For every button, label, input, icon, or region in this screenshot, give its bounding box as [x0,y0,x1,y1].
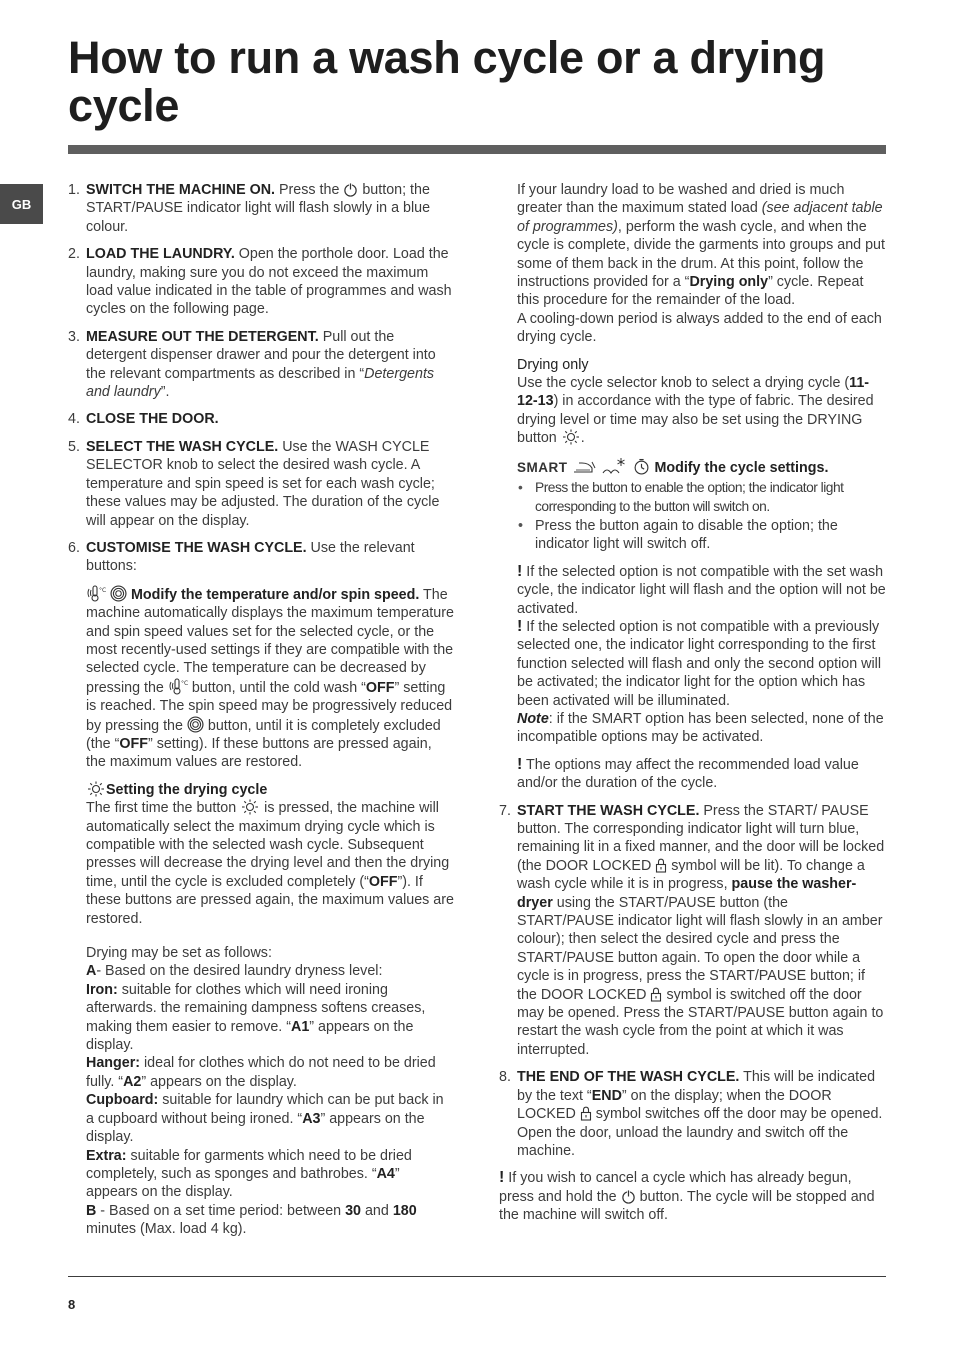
body-text: symbol switches off the door may be opened. Open the door, unload the laundry and switch off the machine. [517,1106,883,1159]
power-icon [343,182,358,197]
step-8 [499,1068,887,1160]
body-text: This will be indicated by the text “ [517,1069,876,1104]
body-text: Drying may be set as follows: [86,945,272,962]
body-text: button, until the cold wash “ [187,679,366,696]
door-locked-icon [580,1106,592,1121]
modify-settings-heading [517,457,887,477]
option-label: A [86,963,97,980]
body-text: suitable for clothes which will need ironing afterwards. the remaining dampness softens creases, making them easier to remove. “ [86,981,426,1035]
body-text: suitable for garments which need to be dried completely, such as sponges and bathrobes. “ [86,1147,412,1182]
option-label: Extra: [86,1147,127,1164]
smart-label: SMART [517,459,568,475]
step-text: Use the WASH CYCLE SELECTOR knob to select the desired wash cycle. A temperature and spin speed is set for each wash cycle; these values may be adjusted. The duration of the cycle will appear on the display. [86,438,440,529]
door-locked-icon [650,987,662,1002]
step-1 [68,181,454,236]
step-heading: SWITCH THE MACHINE ON. [86,182,276,198]
step-heading: CLOSE THE DOOR. [86,411,219,428]
body-text: using the START/PAUSE button (the START/PAUSE indicator light will flash slowly in an amber colour); then select the desired cycle and press the START/PAUSE button again. To open the door while a cycle is in progress, press the START/PAUSE button; if the DOOR LOCKED [517,894,883,1003]
drying-sun-icon [561,429,581,445]
body-text: ” appears on the display. [86,1110,425,1146]
body-text: ” appears on the display. [141,1073,297,1090]
svg-text:°C: °C [99,586,106,594]
step-text: Press the [275,182,344,198]
body-text: button, until it is completely excluded (the “ [86,717,441,752]
step-6 [68,539,454,1239]
body-text: ” on the display; when the DOOR LOCKED [517,1087,832,1123]
cross-reference: (see adjacent table of programmes) [517,200,883,235]
step-heading: SELECT THE WASH CYCLE. [86,438,279,455]
body-text: If the selected option is not compatible with a previously selected one, the indicator light corresponding to the first function selected will flash and only the second option will be activated; the indicator light for the option which has been activated will be illuminated. [517,618,881,709]
body-text: ” setting is reached. The spin speed may be progressively reduced by pressing the [86,679,453,734]
body-text: minutes (Max. load 4 kg). [86,1221,247,1238]
warning-1 [517,563,887,618]
body-text: A cooling-down period is always added to the end of each drying cycle. [517,310,882,346]
page-title: How to run a wash cycle or a drying cycle [68,32,826,131]
display-code: A1 [291,1018,310,1035]
temperature-spin-section [86,585,454,772]
step-heading: THE END OF THE WASH CYCLE. [517,1069,740,1086]
language-tab-label: GB [11,196,32,212]
body-text: is pressed, the machine will automatically select the maximum drying cycle which is compatible with the selected wash cycle. Subsequent presses will decrease the drying level and then the drying time, until the cycle is excluded completely (“ [86,800,450,890]
drying-options [86,944,454,1239]
right-intro [499,181,887,793]
body-text: Use the cycle selector knob to select a drying cycle ( [517,375,850,392]
body-text: The first time the button [86,800,241,817]
warning-3 [517,756,887,793]
step-number: 3. [68,328,80,345]
body-text: ” appears on the display. [86,1165,400,1201]
step-heading: CUSTOMISE THE WASH CYCLE. [86,539,307,556]
iron-icon [571,459,597,475]
option-label: Iron: [86,981,118,998]
warning-icon: ! [517,617,523,635]
body-text: suitable for laundry which can be put back in a cupboard without being ironed. “ [86,1092,444,1127]
language-tab [0,184,43,224]
step-5 [68,438,454,530]
right-column [499,181,887,1225]
page-number: 8 [68,1297,76,1312]
step-4 [68,410,454,428]
footer-rule [68,1276,886,1277]
step-heading: MEASURE OUT THE DETERGENT. [86,328,319,345]
display-code: A4 [376,1165,395,1182]
step-number: 2. [68,246,80,263]
left-column [68,181,454,1248]
section-heading: Modify the temperature and/or spin speed. [130,586,420,603]
body-text: If your laundry load to be washed and dried is much greater than the maximum stated load [517,182,845,217]
body-text: - Based on a set time period: between [96,1202,346,1219]
time-value: 30 [345,1202,361,1219]
easy-iron-snowflake-icon [601,457,629,475]
option-label: Cupboard: [86,1092,159,1109]
drying-only-section [517,356,887,448]
step-number: 6. [68,539,80,556]
cancel-warning [499,1169,887,1224]
body-text: - Based on the desired laundry dryness level: [96,963,383,980]
body-text: : if the SMART option has been selected, none of the incompatible options may be activated. [517,710,884,746]
option-label: Hanger: [86,1055,141,1072]
body-text: ” cycle. Repeat this procedure for the remainder of the load. [517,274,864,309]
section-heading: Setting the drying cycle [106,781,268,798]
body-text: button. The cycle will be stopped and the machine will switch off. [499,1188,875,1224]
section-heading: Drying only [517,356,589,373]
warning-2 [517,618,887,710]
step-3 [68,328,454,402]
step-heading: START THE WASH CYCLE. [517,802,700,819]
step-text: Use the relevant buttons: [86,539,415,575]
body-text: The options may affect the recommended load value and/or the duration of the cycle. [517,756,859,792]
warning-icon: ! [499,1169,505,1187]
body-text: . [580,430,585,447]
power-icon [621,1189,636,1204]
body-text: symbol is switched off the door may be opened. Press the START/PAUSE button again to restart the wash cycle from the point at which it was interrupted. [517,986,884,1058]
step-number: 7. [499,802,511,819]
off-setting: OFF [119,735,148,752]
display-code: END [591,1087,622,1104]
step-number: 4. [68,411,80,428]
svg-text:°C: °C [180,679,188,687]
note-label: Note [517,710,549,727]
body-text: ideal for clothes which do not need to be dried fully. “ [86,1055,436,1090]
list-item: • Press the button to enable the option; the indicator light corresponding to the button will switch on. [535,479,887,516]
warning-icon: ! [517,755,523,773]
body-text: symbol will be lit). To change a wash cycle while it is in progress, [517,857,865,893]
display-code: A2 [123,1073,142,1090]
body-text: The machine automatically displays the maximum temperature and spin speed values set for the selected cycle, or the most recently-used settings if they are compatible with the selected cycle. The temperature can be decreased by pressing the [86,586,454,696]
body-text: ” setting). If these buttons are pressed again, the maximum values are restored. [86,735,432,771]
inline-bold: pause the washer-dryer [517,876,857,911]
temperature-icon [86,585,106,602]
body-text: and [361,1202,393,1219]
programme-numbers: 11-12-13 [517,375,870,410]
step-7 [499,802,887,1060]
option-label: B [86,1202,97,1219]
option-bullets [517,479,887,554]
note [517,710,887,747]
door-locked-icon [655,858,667,873]
section-heading: Modify the cycle settings. [654,459,829,476]
step-2 [68,245,454,319]
step-text: button; the START/PAUSE indicator light will flash slowly in a blue colour. [86,182,431,235]
warning-icon: ! [517,562,523,580]
step-text: ”. [160,384,170,401]
body-text: ” appears on the display. [86,1018,414,1054]
off-setting: OFF [368,873,398,890]
temperature-icon [168,678,188,695]
off-setting: OFF [365,679,395,696]
inline-bold: Drying only [689,274,769,291]
spin-icon [187,716,204,733]
cross-reference: Detergents and laundry [86,365,435,401]
drying-sun-icon [86,781,106,797]
display-code: A3 [302,1110,321,1127]
time-value: 180 [392,1202,417,1219]
drying-cycle-section [86,781,454,928]
timer-icon [633,458,650,475]
list-item: • Press the button again to disable the option; the indicator light will switch off. [535,517,887,554]
drying-sun-icon [240,799,260,815]
title-underline-bar [68,145,886,154]
step-number: 1. [68,182,80,198]
body-text: ) in accordance with the type of fabric. The desired drying level or time may also be set using the DRYING button [517,393,874,447]
body-text: If the selected option is not compatible with the set wash cycle, the indicator light will flash and the option will not be activated. [517,563,886,617]
step-text: Open the porthole door. Load the laundry, making sure you do not exceed the maximum load value indicated in the table of programmes and wash cycles on the following page. [86,246,452,318]
step-number: 8. [499,1069,511,1086]
step-text: Pull out the detergent dispenser drawer and pour the detergent into the relevant compartments as described in “ [86,328,436,382]
body-text: Press the START/ PAUSE button. The corresponding indicator light will turn blue, remaining lit in a fixed manner, and the door will be locked (the DOOR LOCKED [517,802,885,874]
step-number: 5. [68,438,80,455]
spin-icon [110,585,127,602]
body-text: , perform the wash cycle, and when the cycle is complete, divide the garments into groups and put some of them back in the drum. At this point, follow the instructions provided for a “ [517,218,885,291]
step-heading: LOAD THE LAUNDRY. [86,246,235,263]
body-text: If you wish to cancel a cycle which has already begun, press and hold the [499,1170,852,1205]
body-text: ”). If these buttons are pressed again, the maximum values are restored. [86,873,454,927]
